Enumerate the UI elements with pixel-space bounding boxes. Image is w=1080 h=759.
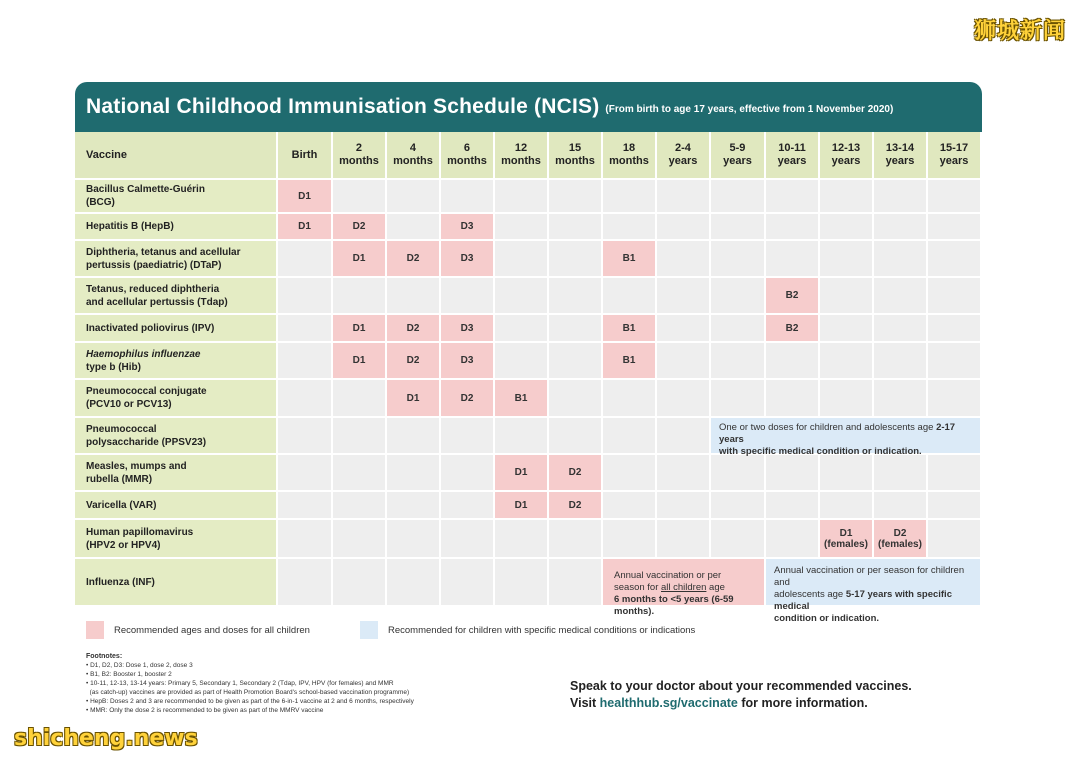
empty-cell (278, 455, 333, 492)
legend-recommended-conditions (360, 620, 695, 640)
empty-cell (874, 343, 928, 380)
empty-cell (928, 278, 982, 315)
empty-cell (387, 180, 441, 214)
empty-cell (928, 180, 982, 214)
empty-cell (603, 418, 657, 455)
empty-cell (549, 343, 603, 380)
dose-cell: B1 (603, 241, 657, 278)
empty-cell (711, 278, 766, 315)
empty-cell (820, 315, 874, 343)
dose-cell: B2 (766, 278, 820, 315)
dose-cell: D2 (387, 241, 441, 278)
empty-cell (333, 559, 387, 607)
vaccine-name: Influenza (INF) (75, 559, 278, 607)
vaccine-name: Haemophilus influenzae type b (Hib) (75, 343, 278, 380)
empty-cell (278, 520, 333, 559)
footnote-line: • B1, B2: Booster 1, booster 2 (86, 671, 172, 678)
empty-cell (603, 492, 657, 520)
empty-cell (711, 380, 766, 418)
column-header-age: 12-13 years (820, 132, 874, 180)
page-title: National Childhood Immunisation Schedule (NCIS) (86, 95, 600, 118)
empty-cell (657, 418, 711, 455)
vaccine-name: Tetanus, reduced diphtheria and acellular pertussis (Tdap) (75, 278, 278, 315)
empty-cell (549, 418, 603, 455)
dose-cell: D3 (441, 241, 495, 278)
empty-cell (711, 492, 766, 520)
column-header-vaccine: Vaccine (75, 132, 278, 180)
empty-cell (766, 241, 820, 278)
dose-cell: D1 (495, 455, 549, 492)
empty-cell (549, 278, 603, 315)
empty-cell (820, 180, 874, 214)
empty-cell (657, 380, 711, 418)
dose-cell: D2 (549, 455, 603, 492)
empty-cell (603, 278, 657, 315)
empty-cell (278, 315, 333, 343)
empty-cell (711, 241, 766, 278)
schedule-title-bar (75, 82, 982, 132)
empty-cell (495, 214, 549, 241)
column-header-age: 15 months (549, 132, 603, 180)
column-header-age: 13-14 years (874, 132, 928, 180)
empty-cell (874, 241, 928, 278)
cta-line-2: Visit healthhub.sg/vaccinate for more information. (570, 696, 868, 710)
empty-cell (766, 455, 820, 492)
empty-cell (603, 380, 657, 418)
column-header-age: 18 months (603, 132, 657, 180)
legend-recommended-all (86, 620, 310, 640)
empty-cell (820, 492, 874, 520)
empty-cell (278, 278, 333, 315)
empty-cell (333, 380, 387, 418)
empty-cell (387, 455, 441, 492)
empty-cell (820, 278, 874, 315)
dose-cell: D1 (278, 214, 333, 241)
empty-cell (657, 492, 711, 520)
empty-cell (820, 241, 874, 278)
empty-cell (495, 520, 549, 559)
dose-cell: D3 (441, 214, 495, 241)
watermark-logo-bottom: shicheng.news (14, 726, 198, 751)
empty-cell (549, 315, 603, 343)
column-header-age: 5-9 years (711, 132, 766, 180)
call-to-action (570, 678, 912, 712)
dose-cell: D3 (441, 315, 495, 343)
footnote-line: • HepB: Doses 2 and 3 are recommended to be given as part of the 6-in-1 vaccine at 2 and 6 months, respectively (86, 698, 414, 705)
column-header-age: 10-11 years (766, 132, 820, 180)
column-header-age: 4 months (387, 132, 441, 180)
dose-cell: B1 (603, 343, 657, 380)
empty-cell (495, 559, 549, 607)
cta-line-1: Speak to your doctor about your recommended vaccines. (570, 679, 912, 693)
dose-cell: D2 (333, 214, 387, 241)
vaccine-name: Varicella (VAR) (75, 492, 278, 520)
empty-cell (657, 214, 711, 241)
empty-cell (766, 492, 820, 520)
empty-cell (657, 315, 711, 343)
empty-cell (333, 418, 387, 455)
empty-cell (495, 315, 549, 343)
empty-cell (549, 559, 603, 607)
column-header-age: 12 months (495, 132, 549, 180)
empty-cell (333, 455, 387, 492)
empty-cell (874, 315, 928, 343)
empty-cell (657, 180, 711, 214)
empty-cell (874, 492, 928, 520)
empty-cell (928, 315, 982, 343)
ppsv23-note: One or two doses for children and adolescents age 2-17 years with specific medical condition or indication. (711, 418, 982, 455)
empty-cell (874, 380, 928, 418)
pink-swatch-icon (86, 621, 104, 639)
empty-cell (820, 343, 874, 380)
empty-cell (278, 380, 333, 418)
legend-label-all: Recommended ages and doses for all children (114, 624, 310, 636)
empty-cell (387, 492, 441, 520)
empty-cell (549, 380, 603, 418)
empty-cell (549, 520, 603, 559)
vaccine-name: Bacillus Calmette-Guérin (BCG) (75, 180, 278, 214)
vaccine-name: Diphtheria, tetanus and acellular pertussis (paediatric) (DTaP) (75, 241, 278, 278)
footnote-line: • 10-11, 12-13, 13-14 years: Primary 5, Secondary 1, Secondary 2 (Tdap, IPV, HPV (for females) and MMR (86, 680, 394, 687)
dose-cell: D2 (387, 315, 441, 343)
dose-cell: D2 (females) (874, 520, 928, 559)
schedule-table (75, 132, 982, 624)
empty-cell (387, 520, 441, 559)
empty-cell (278, 343, 333, 380)
empty-cell (820, 214, 874, 241)
empty-cell (657, 520, 711, 559)
vaccine-name: Inactivated poliovirus (IPV) (75, 315, 278, 343)
empty-cell (549, 214, 603, 241)
empty-cell (928, 520, 982, 559)
empty-cell (657, 455, 711, 492)
dose-cell: D2 (441, 380, 495, 418)
empty-cell (711, 343, 766, 380)
empty-cell (549, 241, 603, 278)
healthhub-link[interactable]: healthhub.sg/vaccinate (599, 696, 738, 710)
column-header-age: 15-17 years (928, 132, 982, 180)
footnotes (86, 652, 546, 715)
dose-cell: D1 (333, 241, 387, 278)
blue-swatch-icon (360, 621, 378, 639)
empty-cell (387, 418, 441, 455)
empty-cell (441, 520, 495, 559)
dose-cell: D1 (387, 380, 441, 418)
empty-cell (441, 455, 495, 492)
vaccine-name: Measles, mumps and rubella (MMR) (75, 455, 278, 492)
empty-cell (333, 492, 387, 520)
empty-cell (495, 278, 549, 315)
dose-cell: B1 (495, 380, 549, 418)
empty-cell (657, 343, 711, 380)
empty-cell (333, 180, 387, 214)
empty-cell (441, 492, 495, 520)
empty-cell (657, 278, 711, 315)
empty-cell (820, 380, 874, 418)
footnotes-title: Footnotes: (86, 653, 123, 660)
empty-cell (874, 455, 928, 492)
empty-cell (766, 520, 820, 559)
empty-cell (495, 180, 549, 214)
empty-cell (603, 214, 657, 241)
footnote-line: • D1, D2, D3: Dose 1, dose 2, dose 3 (86, 662, 193, 669)
footnote-line: • MMR: Only the dose 2 is recommended to be given as part of the MMRV vaccine (86, 707, 324, 714)
dose-cell: D2 (549, 492, 603, 520)
empty-cell (387, 214, 441, 241)
empty-cell (495, 343, 549, 380)
footnote-line: (as catch-up) vaccines are provided as part of Health Promotion Board's school-based vaccination programme) (86, 689, 410, 696)
dose-cell: B2 (766, 315, 820, 343)
column-header-age: 6 months (441, 132, 495, 180)
empty-cell (711, 455, 766, 492)
empty-cell (549, 180, 603, 214)
empty-cell (928, 380, 982, 418)
dose-cell: B1 (603, 315, 657, 343)
dose-cell: D1 (333, 315, 387, 343)
empty-cell (657, 241, 711, 278)
empty-cell (278, 492, 333, 520)
empty-cell (711, 180, 766, 214)
empty-cell (820, 455, 874, 492)
empty-cell (278, 418, 333, 455)
empty-cell (874, 214, 928, 241)
empty-cell (766, 343, 820, 380)
page-subtitle: (From birth to age 17 years, effective from 1 November 2020) (605, 103, 894, 115)
empty-cell (928, 455, 982, 492)
empty-cell (495, 418, 549, 455)
empty-cell (495, 241, 549, 278)
influenza-conditions-note: Annual vaccination or per season for children and adolescents age 5-17 years with specific medical condition or indication. (766, 559, 982, 607)
empty-cell (278, 241, 333, 278)
vaccine-name: Hepatitis B (HepB) (75, 214, 278, 241)
empty-cell (766, 380, 820, 418)
column-header-age: 2-4 years (657, 132, 711, 180)
vaccine-name: Pneumococcal polysaccharide (PPSV23) (75, 418, 278, 455)
empty-cell (441, 278, 495, 315)
empty-cell (441, 559, 495, 607)
empty-cell (387, 559, 441, 607)
empty-cell (766, 180, 820, 214)
empty-cell (874, 180, 928, 214)
empty-cell (603, 455, 657, 492)
empty-cell (333, 278, 387, 315)
column-header-age: 2 months (333, 132, 387, 180)
empty-cell (874, 278, 928, 315)
empty-cell (333, 520, 387, 559)
empty-cell (711, 520, 766, 559)
empty-cell (928, 241, 982, 278)
dose-cell: D1 (278, 180, 333, 214)
empty-cell (711, 214, 766, 241)
empty-cell (766, 214, 820, 241)
empty-cell (603, 520, 657, 559)
dose-cell: D3 (441, 343, 495, 380)
dose-cell: D1 (495, 492, 549, 520)
empty-cell (928, 492, 982, 520)
influenza-all-children-note: Annual vaccination or per season for all children age 6 months to <5 years (6-59 months). (603, 559, 766, 607)
empty-cell (928, 343, 982, 380)
dose-cell: D1 (333, 343, 387, 380)
vaccine-name: Pneumococcal conjugate (PCV10 or PCV13) (75, 380, 278, 418)
vaccine-name: Human papillomavirus (HPV2 or HPV4) (75, 520, 278, 559)
empty-cell (441, 418, 495, 455)
dose-cell: D2 (387, 343, 441, 380)
empty-cell (441, 180, 495, 214)
empty-cell (387, 278, 441, 315)
column-header-age: Birth (278, 132, 333, 180)
empty-cell (928, 214, 982, 241)
empty-cell (711, 315, 766, 343)
dose-cell: D1 (females) (820, 520, 874, 559)
legend-label-conditions: Recommended for children with specific medical conditions or indications (388, 624, 696, 636)
watermark-logo-top: 狮城新闻 (973, 19, 1066, 44)
empty-cell (603, 180, 657, 214)
empty-cell (278, 559, 333, 607)
